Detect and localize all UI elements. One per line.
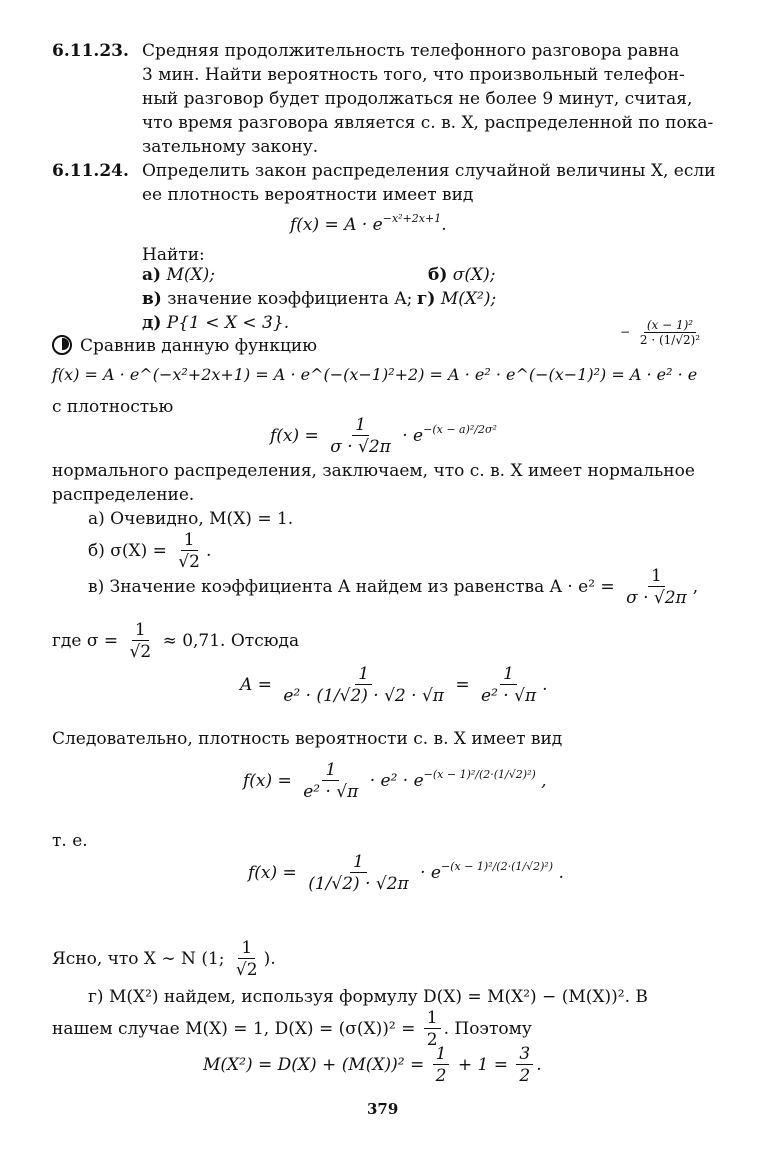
answer-a: а) Очевидно, M(X) = 1. bbox=[88, 509, 294, 529]
problem-text-line: ее плотность вероятности имеет вид bbox=[142, 185, 474, 205]
transform-chain: f(x) = A · e^(−x²+2x+1) = A · e^(−(x−1)²+2) = A · e² · e^(−(x−1)²) = A · e² · e bbox=[52, 365, 698, 384]
answer-b: б) σ(X) = $\frac{1}{√2}$ . bbox=[88, 530, 212, 572]
problem-text-line: Определить закон распределения случайной величины X, если bbox=[142, 161, 716, 181]
problem-text-line: что время разговора является с. в. X, распределенной по пока- bbox=[142, 113, 714, 133]
find-item: в) значение коэффициента A; bbox=[142, 289, 413, 309]
density-result-1: f(x) = $\frac{1}{\text{e² · √π}}$ · $e^2 \cdot e^{-(x - 1)^2/(2\cdot(1/√2)^2)}$ , bbox=[243, 760, 547, 802]
problem-text-line: ный разговор будет продолжаться не более 9 минут, считая, bbox=[142, 89, 693, 109]
find-item: г) M(X²); bbox=[417, 289, 497, 309]
find-item: а) M(X); bbox=[142, 265, 215, 285]
solution-text-line: Следовательно, плотность вероятности с. в. X имеет вид bbox=[52, 729, 563, 749]
with-density-text: с плотностью bbox=[52, 397, 174, 417]
answer-v: в) Значение коэффициента A найдем из равенства A · e² = $\frac{1}{\sigma \cdot √2\pi}$ , bbox=[88, 566, 699, 608]
solution-text-line: нормального распределения, заключаем, что с. в. X имеет нормальное bbox=[52, 461, 695, 481]
ie-text: т. е. bbox=[52, 831, 88, 851]
normal-density-formula: f(x) = $\frac{1}{\sigma \cdot √2\pi}$ · $e^{-(x - a)^2/2\sigma^2}$ bbox=[270, 415, 497, 457]
coefficient-formula: A = $\frac{1}{\text{e² · (1/√2) · √2 · √π}}$ = $\frac{1}{\text{e² · √π}}$ . bbox=[240, 664, 548, 706]
solution-marker-icon bbox=[52, 335, 72, 355]
density-formula: $f(x) = A \cdot e^{-x^2+2x+1}$. bbox=[290, 212, 447, 235]
problem-number: 6.11.24. bbox=[52, 161, 129, 181]
sigma-value: где σ = $\frac{1}{√2}$ ≈ 0,71. Отсюда bbox=[52, 620, 300, 662]
problem-number: 6.11.23. bbox=[52, 41, 129, 61]
solution-text-line: г) M(X²) найдем, используя формулу D(X) = M(X²) − (M(X))². В bbox=[88, 987, 648, 1007]
find-item: б) σ(X); bbox=[428, 265, 496, 285]
distribution-conclusion: Ясно, что X ∼ N (1; $\frac{1}{√2}$ ). bbox=[52, 938, 276, 980]
exponent-fraction: − $\frac{\text{(x − 1)²}}{\text{2 · (1/√2)²}}$ bbox=[620, 318, 701, 347]
problem-text-line: 3 мин. Найти вероятность того, что произвольный телефон- bbox=[142, 65, 685, 85]
find-label: Найти: bbox=[142, 245, 205, 265]
problem-text-line: Средняя продолжительность телефонного разговора равна bbox=[142, 41, 680, 61]
page-number: 379 bbox=[367, 1100, 399, 1118]
problem-text-line: зательному закону. bbox=[142, 137, 319, 157]
final-formula: M(X²) = D(X) + (M(X))² = $\frac{1}{2}$ + 1 = $\frac{3}{2}$ . bbox=[203, 1044, 542, 1086]
solution-text-line: распределение. bbox=[52, 485, 195, 505]
solution-intro: Сравнив данную функцию bbox=[80, 336, 318, 356]
density-result-2: f(x) = $\frac{1}{(1/√2) \cdot √2\pi}$ · $e^{-(x - 1)^2/(2\cdot(1/√2)^2)}$ . bbox=[248, 852, 564, 894]
variance-line: нашем случае M(X) = 1, D(X) = (σ(X))² = $\frac{1}{2}$ . Поэтому bbox=[52, 1008, 532, 1050]
find-item: д) P{1 < X < 3}. bbox=[142, 313, 290, 333]
